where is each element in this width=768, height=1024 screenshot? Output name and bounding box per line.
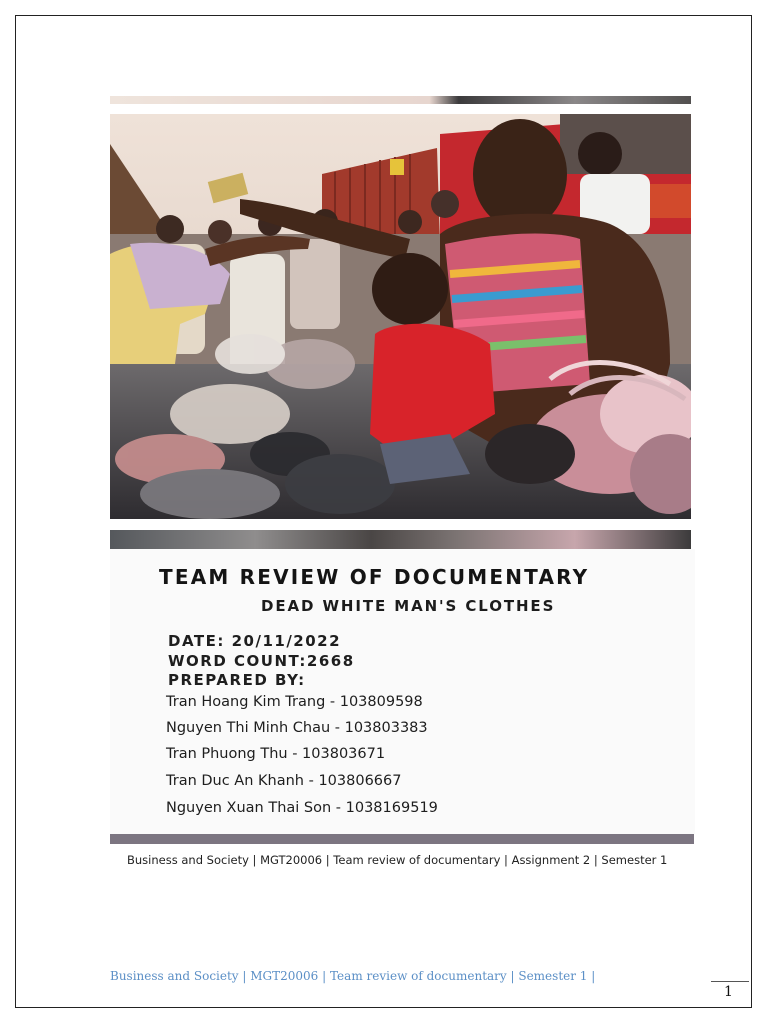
member-3: Tran Phuong Thu - 103803671 (166, 746, 386, 762)
member-1: Tran Hoang Kim Trang - 103809598 (166, 694, 423, 710)
member-4: Tran Duc An Khanh - 103806667 (166, 773, 402, 789)
woman-head (473, 119, 567, 229)
course-info-line: Business and Society | MGT20006 | Team review of documentary | Assignment 2 | Semester 1 (127, 853, 668, 867)
document-title: TEAM REVIEW OF DOCUMENTARY (159, 565, 590, 589)
date-label: DATE: 20/11/2022 (168, 632, 342, 650)
document-subtitle: DEAD WHITE MAN'S CLOTHES (261, 597, 556, 615)
member-2: Nguyen Thi Minh Chau - 103803383 (166, 720, 428, 736)
page-number-rule (711, 981, 749, 982)
page-footer: Business and Society | MGT20006 | Team review of documentary | Semester 1 | (110, 969, 596, 983)
bottom-photo-strip (110, 530, 691, 549)
child-head (372, 253, 448, 325)
page-number: 1 (724, 984, 733, 1000)
prepared-by-label: PREPARED BY: (168, 671, 306, 689)
member-5: Nguyen Xuan Thai Son - 1038169519 (166, 800, 438, 816)
word-count-label: WORD COUNT:2668 (168, 652, 355, 670)
title-panel (110, 549, 695, 834)
accent-bar (110, 834, 694, 844)
cover-photo (110, 114, 691, 519)
top-photo-strip (110, 96, 691, 104)
